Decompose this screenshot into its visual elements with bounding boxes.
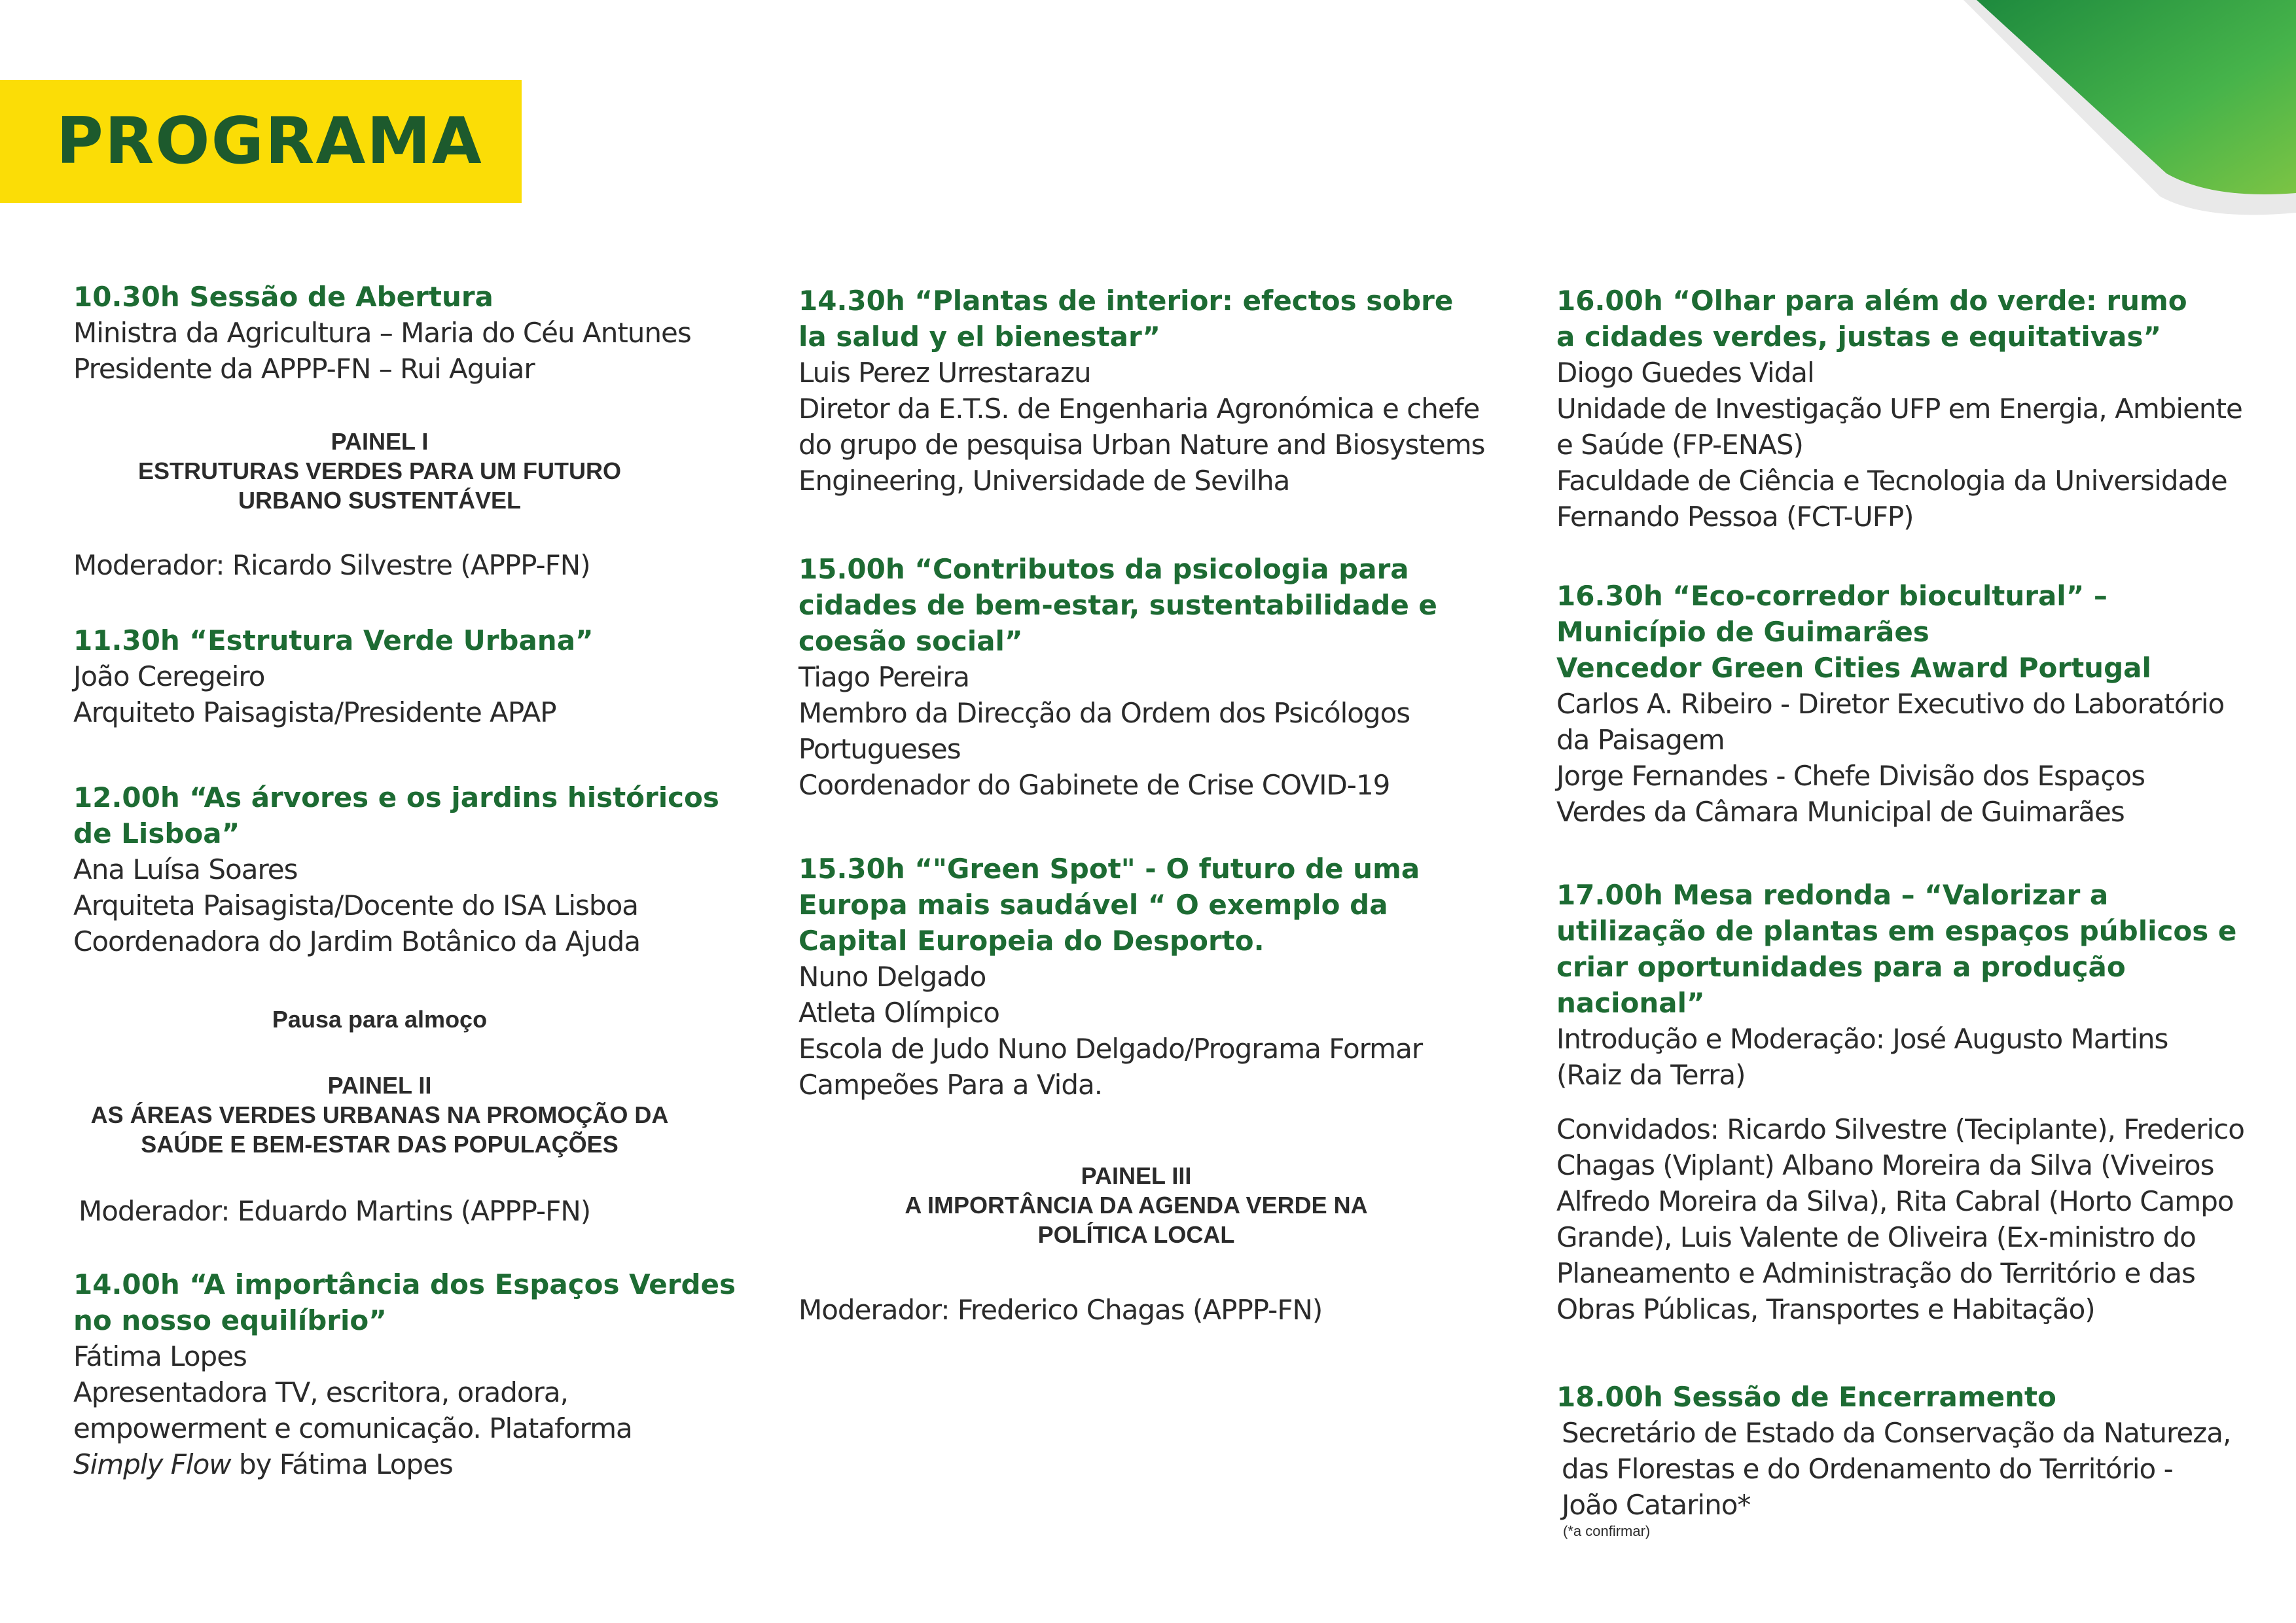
session-line: [73, 1446, 736, 1482]
panel-line: ESTRUTURAS VERDES PARA UM FUTURO: [137, 457, 622, 484]
page-title: PROGRAMA: [56, 104, 483, 179]
session-title: 15.30h “"Green Spot" - O futuro de uma: [798, 853, 1420, 885]
session-line: Introdução e Moderação: José Augusto Martins: [1556, 1023, 2168, 1055]
session-1600: [1556, 283, 2242, 535]
moderator-text: Moderador: Eduardo Martins (APPP-FN): [79, 1195, 591, 1227]
session-line: João Catarino*: [1562, 1489, 1751, 1521]
session-title: cidades de bem-estar, sustentabilidade e: [798, 589, 1437, 621]
panel-line: POLÍTICA LOCAL: [1037, 1221, 1235, 1248]
session-line: das Florestas e do Ordenamento do Território -: [1562, 1453, 2173, 1485]
session-title: Vencedor Green Cities Award Portugal: [1556, 652, 2151, 684]
session-title: Europa mais saudável “ O exemplo da: [798, 889, 1388, 921]
session-line: Luis Perez Urrestarazu: [798, 357, 1091, 389]
platform-author: by Fátima Lopes: [230, 1448, 453, 1480]
session-line: Diretor da E.T.S. de Engenharia Agronómica e chefe: [798, 393, 1480, 425]
guests-line: Obras Públicas, Transportes e Habitação): [1556, 1293, 2095, 1325]
moderator-text: Moderador: Ricardo Silvestre (APPP-FN): [73, 549, 590, 581]
session-line: Carlos A. Ribeiro - Diretor Executivo do Laboratório: [1556, 688, 2225, 720]
session-line: Engineering, Universidade de Sevilha: [798, 465, 1290, 497]
session-title: de Lisboa”: [73, 817, 240, 849]
session-line: Atleta Olímpico: [798, 997, 999, 1029]
session-title: a cidades verdes, justas e equitativas”: [1556, 321, 2162, 353]
moderator-3: [798, 1292, 1322, 1328]
session-line: Escola de Judo Nuno Delgado/Programa Formar: [798, 1033, 1423, 1065]
session-line: João Ceregeiro: [73, 660, 265, 692]
panel-line: PAINEL III: [1081, 1162, 1192, 1189]
session-title: 14.30h “Plantas de interior: efectos sobre: [798, 285, 1454, 317]
panel-line: A IMPORTÂNCIA DA AGENDA VERDE NA: [905, 1192, 1368, 1219]
session-title: Município de Guimarães: [1556, 616, 1929, 648]
session-title: 14.00h “A importância dos Espaços Verdes: [73, 1268, 736, 1300]
session-title: Capital Europeia do Desporto.: [798, 925, 1265, 957]
session-line: Portugueses: [798, 733, 961, 765]
session-line: Coordenadora do Jardim Botânico da Ajuda: [73, 925, 641, 957]
session-title: 16.30h “Eco-corredor biocultural” –: [1556, 580, 2108, 612]
session-line: Nuno Delgado: [798, 961, 986, 993]
session-title: 17.00h Mesa redonda – “Valorizar a: [1556, 879, 2109, 911]
session-line: Fernando Pessoa (FCT-UFP): [1556, 501, 1914, 533]
session-1400: [73, 1266, 736, 1482]
guests-line: Alfredo Moreira da Silva), Rita Cabral (Horto Campo: [1556, 1185, 2234, 1217]
lunch-break: [52, 1005, 707, 1034]
session-title: la salud y el bienestar”: [798, 321, 1161, 353]
session-1500: [798, 551, 1437, 803]
moderator-2: [79, 1193, 590, 1229]
platform-name: Simply Flow: [73, 1448, 231, 1480]
session-line: Ministra da Agricultura – Maria do Céu Antunes: [73, 317, 691, 349]
session-line: Fátima Lopes: [73, 1340, 247, 1372]
session-1130: [73, 622, 594, 730]
session-title: criar oportunidades para a produção: [1556, 951, 2126, 983]
session-line: Secretário de Estado da Conservação da Natureza,: [1562, 1417, 2231, 1449]
spacer: [1556, 1093, 2244, 1111]
session-line: Arquiteta Paisagista/Docente do ISA Lisboa: [73, 889, 639, 921]
session-title: 12.00h “As árvores e os jardins históricos: [73, 781, 719, 813]
session-title: 11.30h “Estrutura Verde Urbana”: [73, 624, 594, 656]
session-title: 10.30h Sessão de Abertura: [73, 281, 493, 313]
session-1430: [798, 283, 1485, 499]
session-line: Jorge Fernandes - Chefe Divisão dos Espaços: [1556, 760, 2145, 792]
session-opening: [73, 279, 691, 387]
session-line: Faculdade de Ciência e Tecnologia da Universidade: [1556, 465, 2227, 497]
session-line: e Saúde (FP-ENAS): [1556, 429, 1803, 461]
guests-line: Planeamento e Administração do Território e das: [1556, 1257, 2195, 1289]
session-line: da Paisagem: [1556, 724, 1725, 756]
session-line: Apresentadora TV, escritora, oradora,: [73, 1376, 568, 1408]
session-title: 15.00h “Contributos da psicologia para: [798, 553, 1409, 585]
moderator-text: Moderador: Frederico Chagas (APPP-FN): [798, 1294, 1323, 1326]
panel-line: URBANO SUSTENTÁVEL: [238, 487, 522, 514]
session-title: 16.00h “Olhar para além do verde: rumo: [1556, 285, 2187, 317]
panel-line: PAINEL I: [331, 428, 429, 455]
title-band: [0, 80, 522, 203]
session-1200: [73, 779, 719, 959]
guests-line: Chagas (Viplant) Albano Moreira da Silva (Viveiros: [1556, 1149, 2214, 1181]
session-line: empowerment e comunicação. Plataforma: [73, 1412, 632, 1444]
session-line: Campeões Para a Vida.: [798, 1069, 1103, 1101]
confirm-note: (*a confirmar): [1563, 1523, 1651, 1539]
guests-line: Convidados: Ricardo Silvestre (Teciplante), Frederico: [1556, 1113, 2244, 1145]
panel-line: AS ÁREAS VERDES URBANAS NA PROMOÇÃO DA: [90, 1101, 669, 1128]
session-title: 18.00h Sessão de Encerramento: [1556, 1381, 2056, 1413]
session-title: nacional”: [1556, 987, 1705, 1019]
session-line: (Raiz da Terra): [1556, 1059, 1746, 1091]
session-title: coesão social”: [798, 625, 1023, 657]
session-1700: [1556, 877, 2244, 1327]
session-line: Arquiteto Paisagista/Presidente APAP: [73, 696, 556, 728]
session-1630: [1556, 578, 2224, 830]
session-line: Diogo Guedes Vidal: [1556, 357, 1814, 389]
moderator-1: [73, 547, 590, 583]
panel-line: PAINEL II: [327, 1072, 432, 1099]
session-1530: [798, 851, 1422, 1103]
guests-line: Grande), Luis Valente de Oliveira (Ex-ministro do: [1556, 1221, 2196, 1253]
session-closing: [1556, 1379, 2231, 1540]
session-line: Presidente da APPP-FN – Rui Aguiar: [73, 353, 535, 385]
session-line: Membro da Direcção da Ordem dos Psicólogos: [798, 697, 1410, 729]
lunch-text: Pausa para almoço: [272, 1006, 488, 1033]
panel-3-heading: [809, 1161, 1463, 1249]
session-line: do grupo de pesquisa Urban Nature and Biosystems: [798, 429, 1485, 461]
session-title: no nosso equilíbrio”: [73, 1304, 387, 1336]
session-line: Unidade de Investigação UFP em Energia, Ambiente: [1556, 393, 2242, 425]
session-line: Ana Luísa Soares: [73, 853, 298, 885]
session-title: utilização de plantas em espaços públicos e: [1556, 915, 2237, 947]
panel-line: SAÚDE E BEM-ESTAR DAS POPULAÇÕES: [141, 1131, 619, 1158]
session-line: Verdes da Câmara Municipal de Guimarães: [1556, 796, 2125, 828]
session-line: Coordenador do Gabinete de Crise COVID-19: [798, 769, 1390, 801]
panel-2-heading: [52, 1071, 707, 1159]
panel-1-heading: [52, 427, 707, 515]
session-line: Tiago Pereira: [798, 661, 970, 693]
